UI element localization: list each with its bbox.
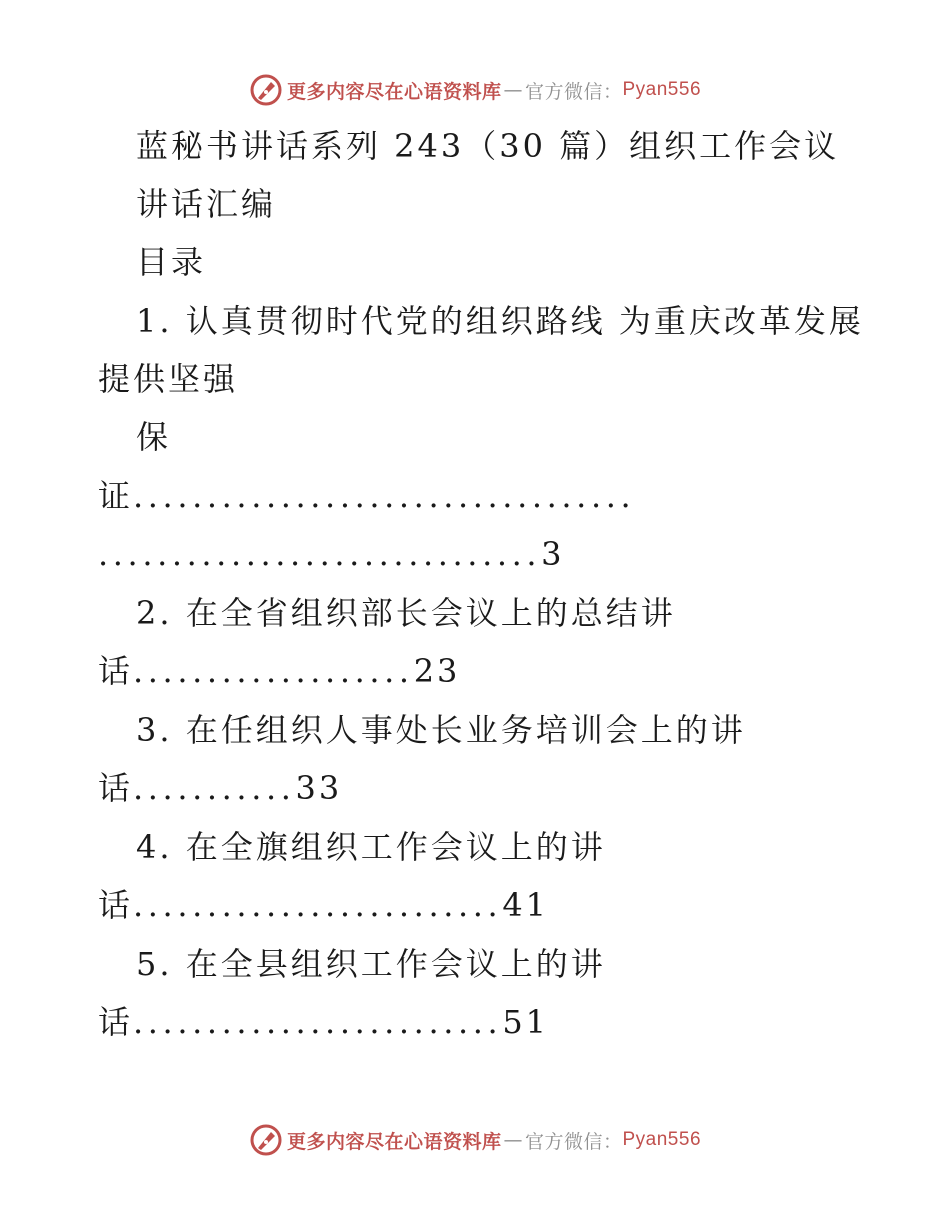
- banner-dash: —: [503, 79, 523, 101]
- toc-entry-1-dots-cont: ..............................: [98, 535, 542, 573]
- toc-entry-5-page: 51: [502, 1003, 550, 1041]
- document-title-line-2: 讲话汇编: [136, 185, 277, 223]
- document-title-line-1: 蓝秘书讲话系列 243（30 篇）组织工作会议: [136, 127, 840, 165]
- header-banner: [0, 70, 950, 110]
- footer-banner: [0, 1120, 950, 1160]
- toc-entry-1-page-line: [98, 534, 565, 574]
- toc-entry-4-title: 4. 在全旗组织工作会议上的讲: [136, 828, 606, 866]
- toc-entry-3-page: 33: [295, 769, 343, 807]
- toc-entry-2-dots: ...................: [133, 652, 414, 690]
- banner-wechat-id: Pyan556: [622, 1129, 702, 1150]
- toc-entry-1-dots: ..................................: [133, 477, 636, 515]
- banner-wechat-label: 官方微信：: [524, 1130, 623, 1153]
- toc-entry-4-leader-line: [98, 885, 549, 925]
- toc-entry-2-leader-line: [98, 651, 460, 691]
- toc-entry-5-lead-char: 话: [98, 1003, 134, 1041]
- toc-entry-1-lead-char: 证: [98, 477, 134, 515]
- toc-entry-1-title-cont2: 保: [136, 418, 172, 456]
- banner-wechat-id: Pyan556: [622, 79, 702, 100]
- toc-entry-3-leader-line: [98, 768, 342, 808]
- toc-entry-1-leader-line: [98, 476, 635, 516]
- toc-entry-3-dots: ...........: [133, 769, 296, 807]
- toc-entry-4-lead-char: 话: [98, 886, 134, 924]
- toc-entry-3-lead-char: 话: [98, 769, 134, 807]
- toc-entry-4-page: 41: [502, 886, 550, 924]
- pen-nib-logo-icon: [249, 73, 283, 107]
- toc-entry-4-dots: .........................: [133, 886, 503, 924]
- toc-entry-5-leader-line: [98, 1002, 549, 1042]
- toc-entry-1-title: 1. 认真贯彻时代党的组织路线 为重庆改革发展: [136, 302, 864, 340]
- toc-entry-2-title: 2. 在全省组织部长会议上的总结讲: [136, 594, 676, 632]
- toc-entry-2-page: 23: [413, 652, 461, 690]
- banner-dash: —: [503, 1129, 523, 1151]
- toc-entry-1-title-cont: 提供坚强: [98, 360, 239, 398]
- banner-text: 更多内容尽在心语资料库: [286, 80, 502, 103]
- banner-text: 更多内容尽在心语资料库: [286, 1130, 502, 1153]
- banner-wechat-label: 官方微信：: [524, 80, 623, 103]
- toc-entry-3-title: 3. 在任组织人事处长业务培训会上的讲: [136, 711, 746, 749]
- toc-entry-1-page: 3: [541, 535, 565, 573]
- toc-entry-5-title: 5. 在全县组织工作会议上的讲: [136, 945, 606, 983]
- toc-entry-5-dots: .........................: [133, 1003, 503, 1041]
- toc-heading: 目录: [136, 243, 207, 281]
- toc-entry-2-lead-char: 话: [98, 652, 134, 690]
- pen-nib-logo-icon: [249, 1123, 283, 1157]
